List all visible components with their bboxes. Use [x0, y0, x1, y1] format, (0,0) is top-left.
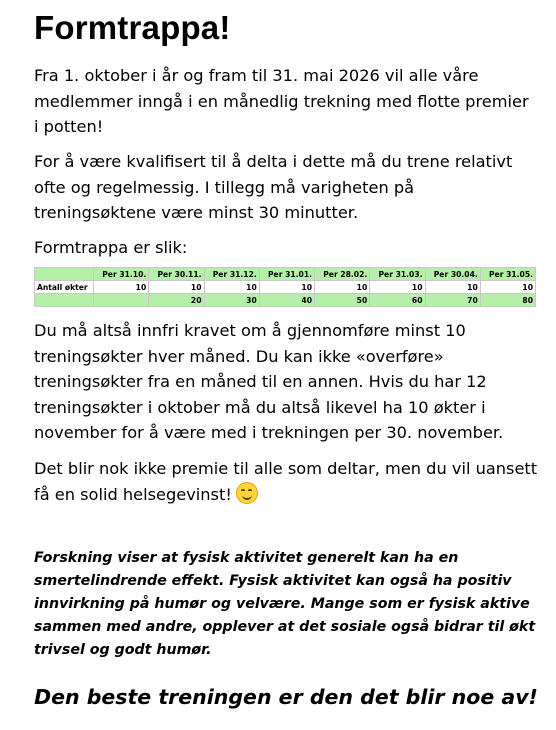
- table-header-cell: Per 31.12.: [204, 268, 259, 281]
- table-header-cell: Per 30.04.: [425, 268, 480, 281]
- table-cell: 50: [315, 294, 370, 307]
- table-cell: 10: [425, 281, 480, 294]
- intro-paragraph: Fra 1. oktober i år og fram til 31. mai 2026 vil alle våre medlemmer inngå i en månedlig trekning med flotte premier i potten!: [34, 66, 529, 136]
- table-header-cell: Per 31.05.: [480, 268, 535, 281]
- table-cell: 10: [370, 281, 425, 294]
- table-cell: 10: [480, 281, 535, 294]
- table-header-cell: Per 28.02.: [315, 268, 370, 281]
- table-cell: 20: [149, 294, 204, 307]
- table-row-label: Antall økter: [35, 281, 94, 294]
- table-row-label-empty: [35, 294, 94, 307]
- table-cell: 40: [259, 294, 314, 307]
- table-lead-text: Formtrappa er slik:: [34, 238, 188, 257]
- table-header-row: [35, 268, 536, 281]
- page-title: Formtrappa!: [34, 9, 231, 46]
- table-header-cell: Per 31.10.: [94, 268, 149, 281]
- explain-paragraph: Du må altså innfri kravet om å gjennomføre minst 10 treningsøkter hver måned. Du kan ikke «overføre» treningsøkter fra en måned til en annen. Hvis du har 12 treningsøkter i oktober må du altså likevel ha 10 økter i november for å være med i trekningen per 30. november.: [34, 321, 504, 442]
- formtrappa-table: [34, 267, 536, 307]
- closing-slogan: Den beste treningen er den det blir noe av!: [34, 685, 538, 709]
- table-cell: 10: [204, 281, 259, 294]
- table-cell: 10: [315, 281, 370, 294]
- prize-text: Det blir nok ikke premie til alle som deltar, men du vil uansett få en solid helsegevinst!: [34, 459, 538, 504]
- table-cell: 30: [204, 294, 259, 307]
- prize-paragraph: [34, 456, 538, 507]
- table-cell: 10: [259, 281, 314, 294]
- smiling-face-icon: [236, 482, 258, 504]
- qualify-paragraph: For å være kvalifisert til å delta i dette må du trene relativt ofte og regelmessig. I tillegg må varigheten på treningsøktene være minst 30 minutter.: [34, 152, 513, 222]
- table-cell: 10: [149, 281, 204, 294]
- table-row-cumulative: [35, 294, 536, 307]
- table-cell: 70: [425, 294, 480, 307]
- table-row-counts: [35, 281, 536, 294]
- table-header-cell: Per 31.01.: [259, 268, 314, 281]
- table-header-cell: Per 31.03.: [370, 268, 425, 281]
- table-corner-cell: [35, 268, 94, 281]
- research-note: Forskning viser at fysisk aktivitet generelt kan ha en smertelindrende effekt. Fysisk aktivitet kan også ha positiv innvirkning på humør og velvære. Mange som er fysisk aktive sammen med andre, opplever at det sosiale også bidrar til økt trivsel og godt humør.: [34, 550, 536, 658]
- table-cell: 80: [480, 294, 535, 307]
- table-cell: [94, 294, 149, 307]
- table-cell: 10: [94, 281, 149, 294]
- table-header-cell: Per 30.11.: [149, 268, 204, 281]
- table-cell: 60: [370, 294, 425, 307]
